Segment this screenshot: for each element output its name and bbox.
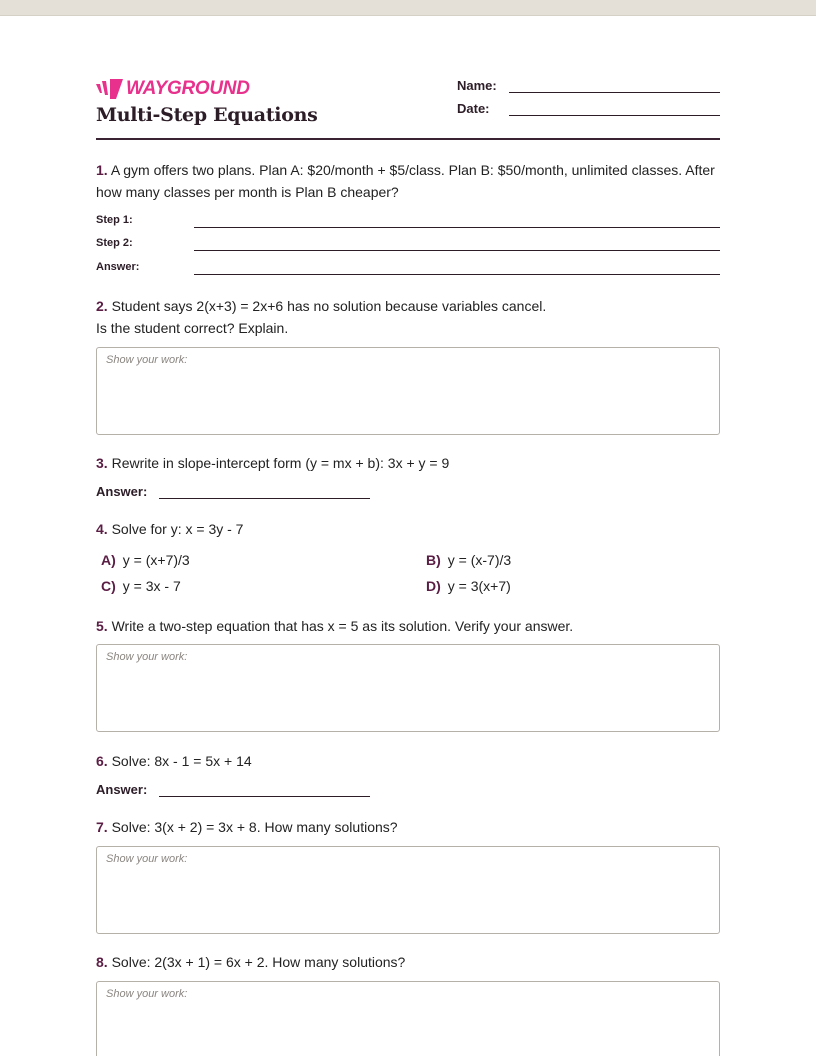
name-label: Name: bbox=[457, 78, 497, 93]
question-text-line-2: Is the student correct? Explain. bbox=[96, 320, 289, 336]
work-area[interactable] bbox=[96, 981, 720, 1056]
question-number: 8. bbox=[96, 954, 108, 970]
step-label: Answer: bbox=[96, 261, 140, 273]
choice-letter: D) bbox=[426, 578, 441, 594]
work-hint: Show your work: bbox=[106, 354, 188, 366]
answer-label: Answer: bbox=[96, 484, 148, 499]
question-number: 1. bbox=[96, 162, 108, 178]
work-area[interactable] bbox=[96, 846, 720, 934]
step-label: Step 2: bbox=[96, 237, 133, 249]
question-text: Solve: 2(3x + 1) = 6x + 2. How many solutions? bbox=[111, 954, 406, 970]
date-input-line[interactable] bbox=[509, 115, 720, 116]
top-bar bbox=[0, 0, 816, 16]
question-2 bbox=[96, 295, 720, 339]
step-2-answer-line[interactable] bbox=[194, 250, 720, 251]
work-hint: Show your work: bbox=[106, 651, 188, 663]
question-number: 6. bbox=[96, 753, 108, 769]
choice-d[interactable] bbox=[426, 578, 511, 594]
work-hint: Show your work: bbox=[106, 988, 188, 1000]
work-area[interactable] bbox=[96, 644, 720, 732]
work-hint: Show your work: bbox=[106, 853, 188, 865]
date-field-row bbox=[457, 101, 720, 121]
choice-c[interactable] bbox=[101, 578, 181, 594]
question-3 bbox=[96, 452, 720, 474]
answer-line[interactable] bbox=[159, 796, 370, 797]
question-number: 7. bbox=[96, 819, 108, 835]
choice-a[interactable] bbox=[101, 552, 190, 568]
answer-line[interactable] bbox=[159, 498, 370, 499]
wayground-logo-icon bbox=[96, 79, 123, 99]
question-4 bbox=[96, 518, 720, 540]
question-text: Solve for y: x = 3y - 7 bbox=[111, 521, 244, 537]
question-5 bbox=[96, 615, 720, 637]
question-text: Write a two-step equation that has x = 5 as its solution. Verify your answer. bbox=[111, 618, 574, 634]
name-field-row bbox=[457, 78, 720, 98]
final-answer-line[interactable] bbox=[194, 274, 720, 275]
question-text: A gym offers two plans. Plan A: $20/month + $5/class. Plan B: $50/month, unlimited classes. After how many classes per month is Plan B cheaper? bbox=[96, 162, 715, 200]
page-title: Multi-Step Equations bbox=[96, 104, 318, 126]
question-number: 2. bbox=[96, 298, 108, 314]
brand-logo bbox=[96, 78, 250, 100]
choice-letter: C) bbox=[101, 578, 116, 594]
question-6 bbox=[96, 750, 720, 772]
question-number: 5. bbox=[96, 618, 108, 634]
step-row bbox=[96, 211, 720, 231]
question-number: 4. bbox=[96, 521, 108, 537]
step-row bbox=[96, 258, 720, 278]
choice-text: y = (x-7)/3 bbox=[447, 552, 512, 568]
question-1 bbox=[96, 159, 720, 203]
header-divider bbox=[96, 138, 720, 140]
work-area[interactable] bbox=[96, 347, 720, 435]
choice-text: y = (x+7)/3 bbox=[122, 552, 190, 568]
choice-text: y = 3(x+7) bbox=[447, 578, 511, 594]
date-label: Date: bbox=[457, 101, 490, 116]
question-text: Rewrite in slope-intercept form (y = mx + b): 3x + y = 9 bbox=[111, 455, 450, 471]
question-8 bbox=[96, 951, 720, 973]
choice-letter: A) bbox=[101, 552, 116, 568]
answer-row bbox=[96, 482, 376, 502]
step-row bbox=[96, 234, 720, 254]
step-1-answer-line[interactable] bbox=[194, 227, 720, 228]
question-7 bbox=[96, 816, 720, 838]
choice-b[interactable] bbox=[426, 552, 511, 568]
name-input-line[interactable] bbox=[509, 92, 720, 93]
question-text: Solve: 3(x + 2) = 3x + 8. How many solutions? bbox=[111, 819, 398, 835]
question-text: Solve: 8x - 1 = 5x + 14 bbox=[111, 753, 252, 769]
question-text: Student says 2(x+3) = 2x+6 has no solution because variables cancel. bbox=[111, 298, 547, 314]
answer-label: Answer: bbox=[96, 782, 148, 797]
brand-name: WAYGROUND bbox=[126, 78, 250, 99]
answer-row bbox=[96, 780, 376, 800]
question-number: 3. bbox=[96, 455, 108, 471]
step-label: Step 1: bbox=[96, 214, 133, 226]
choice-letter: B) bbox=[426, 552, 441, 568]
choice-text: y = 3x - 7 bbox=[122, 578, 181, 594]
